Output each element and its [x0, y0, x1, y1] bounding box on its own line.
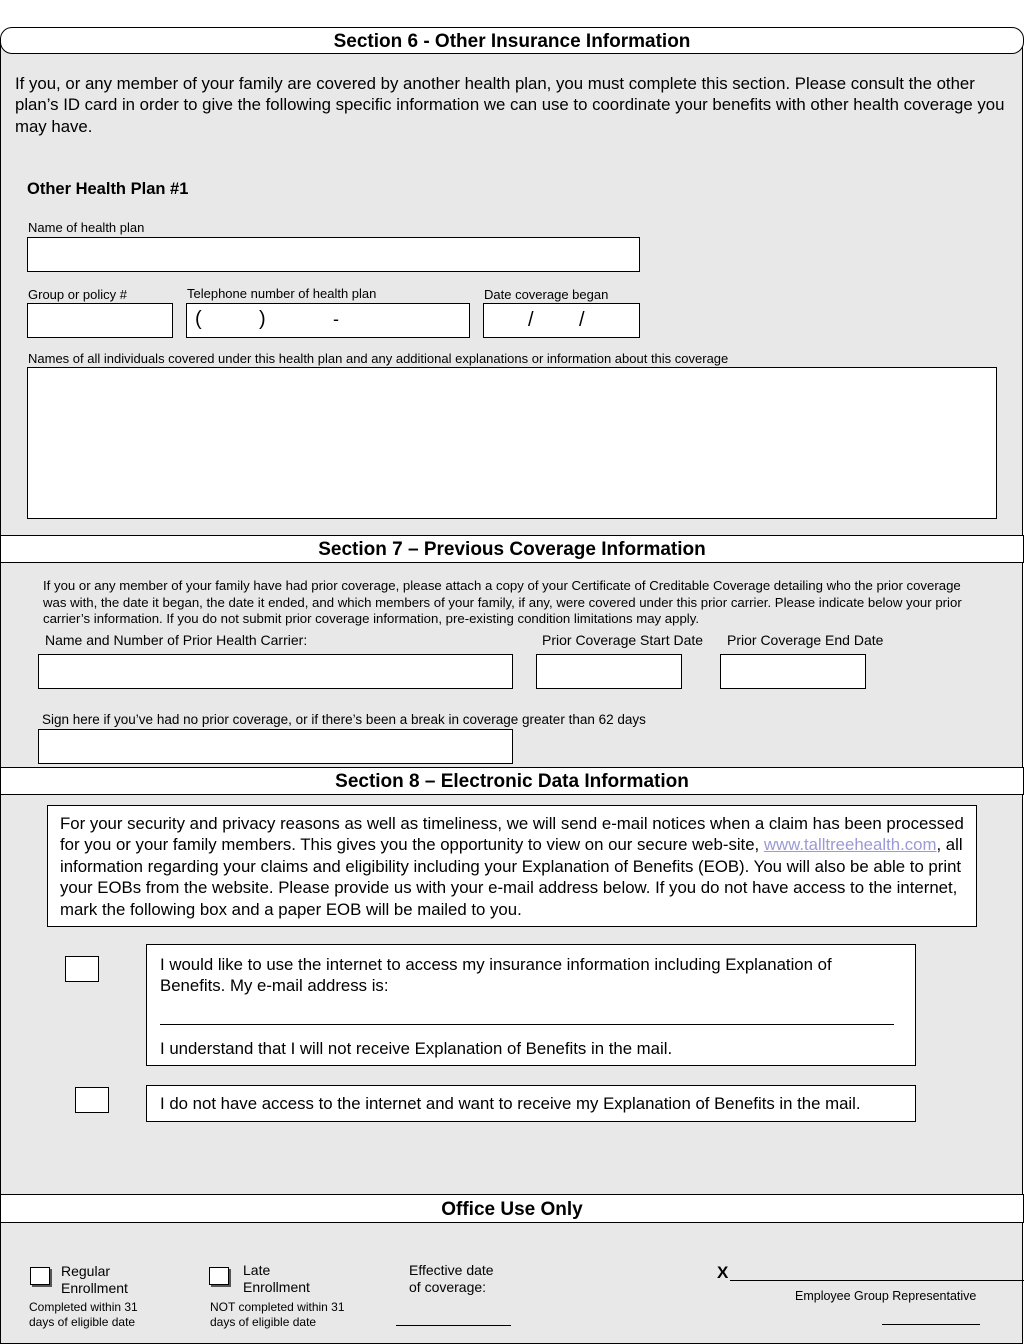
coverage-date-field[interactable] [483, 303, 640, 338]
regular-enrollment-checkbox[interactable] [30, 1267, 50, 1285]
prior-carrier-label: Name and Number of Prior Health Carrier: [45, 632, 308, 648]
paper-option-text: I do not have access to the internet and want to receive my Explanation of Benefits in the mail. [160, 1094, 861, 1113]
no-prior-sign-label: Sign here if you’ve had no prior coverage, or if there’s been a break in coverage greater than 62 days [42, 712, 646, 727]
internet-option-note: I understand that I will not receive Explanation of Benefits in the mail. [160, 1039, 673, 1058]
phone-dash: - [333, 309, 339, 329]
phone-open-paren: ( [195, 308, 202, 330]
paper-option-box [146, 1085, 916, 1122]
notice-part-1: For your security and privacy reasons as well as timeliness, we will send e-mail notices when a claim has been processed for you or your family members. This gives you the opportunity to view on our secure web-site, [60, 814, 964, 855]
office-use-title: Office Use Only [0, 1194, 1024, 1223]
section6-intro: If you, or any member of your family are covered by another health plan, you must complete this section. Please consult the other plan’s ID card in order to give the following specific information we can use to coordinate your benefits with other health coverage you may have. [15, 74, 1005, 136]
health-plan-phone-label: Telephone number of health plan [187, 286, 377, 301]
representative-label: Employee Group Representative [795, 1289, 977, 1303]
internet-access-checkbox[interactable] [65, 956, 99, 982]
section7-title: Section 7 – Previous Coverage Information [0, 535, 1024, 563]
prior-start-field[interactable] [536, 654, 682, 689]
date-slash-2: / [579, 309, 585, 331]
covered-individuals-label: Names of all individuals covered under this health plan and any additional explanations or information about this coverage [28, 351, 729, 366]
no-prior-signature-field[interactable] [38, 729, 513, 764]
coverage-date-label: Date coverage began [484, 287, 609, 302]
email-notice-box [47, 805, 977, 927]
group-policy-label: Group or policy # [28, 287, 127, 302]
effective-date-label: Effective date of coverage: [409, 1262, 494, 1295]
section8-title: Section 8 – Electronic Data Information [0, 767, 1024, 795]
prior-end-label: Prior Coverage End Date [727, 632, 884, 648]
email-notice-text [60, 813, 964, 920]
date-slash-1: / [528, 309, 534, 331]
section7-intro: If you or any member of your family have had prior coverage, please attach a copy of your Certificate of Creditable Coverage detailing who the prior coverage was with, the date it began, the date it ended, and which members of your family, if any, were covered under this prior carrier. Please indicate below your prior carrier’s information. If you do not submit prior coverage information, pre-existing condition limitations may apply. [43, 578, 962, 626]
regular-enrollment-note: Completed within 31 days of eligible date [29, 1300, 138, 1329]
covered-individuals-field[interactable] [27, 367, 997, 519]
late-enrollment-checkbox[interactable] [209, 1267, 229, 1285]
prior-carrier-field[interactable] [38, 654, 513, 689]
health-plan-name-field[interactable] [27, 237, 640, 272]
health-plan-phone-field[interactable] [186, 303, 470, 338]
representative-date-line[interactable] [882, 1324, 980, 1325]
signature-x: X [717, 1263, 729, 1282]
regular-enrollment-label: Regular Enrollment [61, 1263, 128, 1296]
website-link[interactable]: www.talltreehealth.com [763, 835, 937, 855]
notice-part-2: , all information regarding your claims and eligibility including your Explanation of Benefits (EOB). You will also be able to print your EOBs from the website. Please provide us with your e-mail address below. If you do not have access to the internet, mark the following box and a paper EOB will be mailed to you. [60, 835, 963, 919]
other-plan-heading: Other Health Plan #1 [27, 180, 189, 198]
effective-date-line[interactable] [396, 1325, 511, 1326]
email-address-line[interactable] [160, 1024, 894, 1025]
internet-option-box [146, 944, 916, 1066]
late-enrollment-note: NOT completed within 31 days of eligible date [210, 1300, 345, 1329]
representative-signature-line[interactable] [730, 1280, 1024, 1281]
prior-start-label: Prior Coverage Start Date [542, 632, 704, 648]
section6-title: Section 6 - Other Insurance Information [0, 27, 1024, 54]
late-enrollment-label: Late Enrollment [243, 1262, 310, 1295]
group-policy-field[interactable] [27, 303, 173, 338]
paper-eob-checkbox[interactable] [75, 1087, 109, 1113]
internet-option-text: I would like to use the internet to access my insurance information including Explanation of Benefits. My e-mail address is: [160, 955, 832, 996]
health-plan-name-label: Name of health plan [28, 220, 145, 235]
prior-end-field[interactable] [720, 654, 866, 689]
phone-close-paren: ) [259, 308, 266, 330]
